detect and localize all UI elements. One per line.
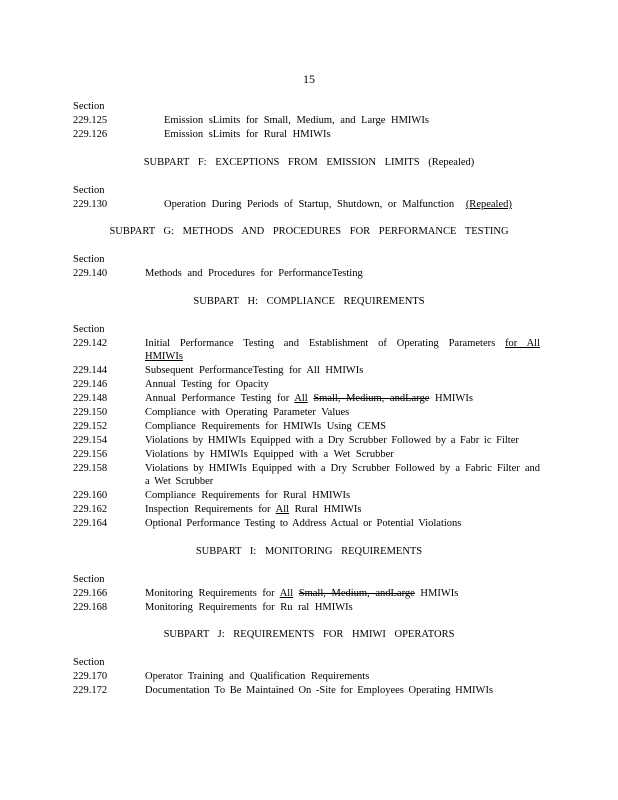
subpart-i-heading: SUBPART I: MONITORING REQUIREMENTS [195, 546, 423, 557]
section-title [145, 392, 473, 405]
section-title: Emission sLimits for Rural HMIWIs [164, 129, 331, 140]
deleted-text: Small, Medium, andLarge [313, 393, 430, 404]
repealed-insertion: (Repealed) [465, 199, 512, 210]
section-title: Violations by HMIWIs Equipped with a Wet Scrubber [145, 449, 394, 460]
section-title-text: Initial Performance Testing and Establishment of Operating Parameters [145, 338, 496, 349]
section-title [164, 198, 512, 211]
page-number: 15 [303, 72, 315, 86]
section-title: Documentation To Be Maintained On -Site for Employees Operating HMIWIs [145, 685, 494, 696]
section-number: 229.126 [73, 129, 108, 140]
section-title-tail: HMIWIs [435, 393, 473, 404]
section-label: Section [73, 657, 105, 668]
deleted-text: Small, Medium, andLarge [298, 588, 415, 599]
section-title: Compliance with Operating Parameter Values [145, 407, 350, 418]
section-number: 229.164 [73, 518, 108, 529]
inserted-text: for All HMIWIs [145, 338, 540, 362]
section-number: 229.166 [73, 588, 108, 599]
subpart-g-heading: SUBPART G: METHODS AND PROCEDURES FOR PERFORMANCE TESTING [109, 226, 509, 237]
section-title [145, 337, 540, 363]
section-number: 229.162 [73, 504, 108, 515]
section-number: 229.148 [73, 393, 108, 404]
section-number: 229.156 [73, 449, 108, 460]
section-title-tail: Rural HMIWIs [294, 504, 362, 515]
section-title-text: Annual Performance Testing for [145, 393, 290, 404]
section-title: Operator Training and Qualification Requirements [145, 671, 370, 682]
section-number: 229.130 [73, 199, 108, 210]
section-title: Compliance Requirements for Rural HMIWIs [145, 490, 351, 501]
section-number: 229.140 [73, 268, 108, 279]
section-number: 229.160 [73, 490, 108, 501]
section-number: 229.170 [73, 671, 108, 682]
section-title-tail: HMIWIs [420, 588, 459, 599]
section-number: 229.172 [73, 685, 108, 696]
section-title: Violations by HMIWIs Equipped with a Dry Scrubber Followed by a Fabr ic Filter [145, 435, 519, 446]
section-title: Subsequent PerformanceTesting for All HMIWIs [145, 365, 364, 376]
section-title [145, 503, 362, 516]
section-title-text: Monitoring Requirements for [145, 588, 275, 599]
subpart-h-heading: SUBPART H: COMPLIANCE REQUIREMENTS [193, 296, 425, 307]
section-title-text: Inspection Requirements for [145, 504, 271, 515]
section-label: Section [73, 254, 105, 265]
section-title: Methods and Procedures for PerformanceTesting [145, 268, 363, 279]
section-title: Monitoring Requirements for Ru ral HMIWIs [145, 602, 353, 613]
section-number: 229.125 [73, 115, 108, 126]
inserted-text: All [279, 588, 294, 599]
section-title [145, 587, 458, 600]
section-number: 229.142 [73, 338, 108, 349]
section-title: Compliance Requirements for HMIWIs Using CEMS [145, 421, 387, 432]
section-number: 229.146 [73, 379, 108, 390]
section-number: 229.144 [73, 365, 108, 376]
section-title: Annual Testing for Opacity [145, 379, 269, 390]
subpart-f-heading: SUBPART F: EXCEPTIONS FROM EMISSION LIMITS (Repealed) [143, 157, 475, 168]
section-title-text: Operation During Periods of Startup, Shutdown, or Malfunction [164, 199, 455, 210]
section-title: Emission sLimits for Small, Medium, and Large HMIWIs [164, 115, 429, 126]
section-number: 229.154 [73, 435, 108, 446]
section-label: Section [73, 324, 105, 335]
section-label: Section [73, 574, 105, 585]
section-number: 229.150 [73, 407, 108, 418]
section-title: Optional Performance Testing to Address Actual or Potential Violations [145, 518, 462, 529]
section-label: Section [73, 185, 105, 196]
inserted-text: All [294, 393, 308, 404]
section-number: 229.158 [73, 463, 108, 474]
section-label: Section [73, 101, 105, 112]
section-number: 229.152 [73, 421, 108, 432]
section-number: 229.168 [73, 602, 108, 613]
section-title: Violations by HMIWIs Equipped with a Dry Scrubber Followed by a Fabric Filter and a Wet Scrubber [145, 463, 540, 487]
inserted-text: All [275, 504, 290, 515]
subpart-j-heading: SUBPART J: REQUIREMENTS FOR HMIWI OPERATORS [163, 629, 455, 640]
